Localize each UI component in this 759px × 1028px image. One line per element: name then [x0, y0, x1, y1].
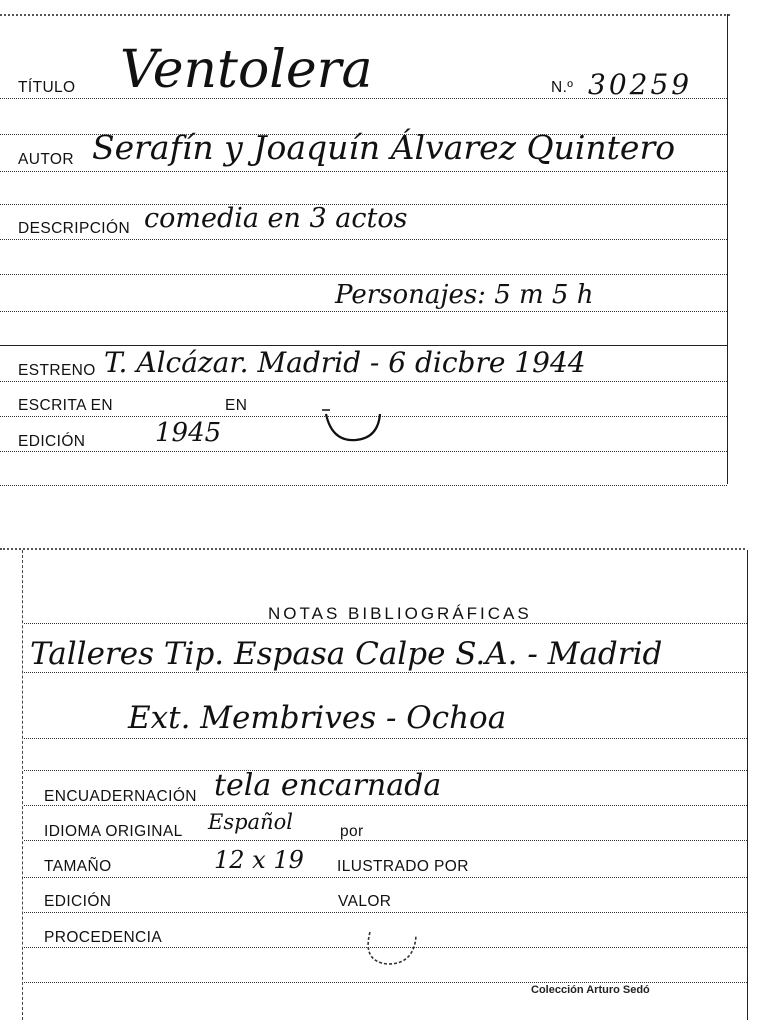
por-label: por: [340, 823, 364, 840]
personajes-value: Personajes: 5 m 5 h: [335, 280, 594, 310]
stamp-arc-mark: [318, 400, 388, 448]
encuadernacion-label: ENCUADERNACIÓN: [44, 788, 197, 805]
procedencia-label: PROCEDENCIA: [44, 929, 163, 946]
rule: [0, 274, 727, 275]
autor-value: Serafín y Joaquín Álvarez Quintero: [92, 128, 676, 167]
idioma-value: Español: [208, 810, 293, 834]
rule-nota-1: [24, 672, 747, 673]
rule: [0, 485, 727, 486]
card-right-edge: [747, 550, 748, 1020]
nota-line-1: Talleres Tip. Espasa Calpe S.A. - Madrid: [30, 636, 663, 672]
card-left-edge: [22, 550, 23, 1020]
numero-label: N.º: [551, 79, 574, 96]
edicion-label: EDICIÓN: [18, 433, 86, 450]
rule-estreno: [0, 381, 727, 382]
titulo-label: TÍTULO: [18, 79, 76, 96]
collection-credit: Colección Arturo Sedó: [531, 984, 650, 996]
rule-personajes: [0, 311, 727, 312]
catalog-card-bottom: [0, 540, 759, 1028]
descripcion-label: DESCRIPCIÓN: [18, 220, 131, 237]
rule-edicion: [24, 912, 747, 913]
ilustrado-label: ILUSTRADO POR: [337, 858, 469, 875]
notas-heading: NOTAS BIBLIOGRÁFICAS: [268, 604, 532, 623]
estreno-label: ESTRENO: [18, 362, 96, 379]
en-label: EN: [225, 397, 248, 414]
rule-tamano: [24, 877, 747, 878]
escrita-en-label: ESCRITA EN: [18, 397, 114, 414]
titulo-value: Ventolera: [120, 40, 373, 100]
descripcion-value: comedia en 3 actos: [144, 203, 408, 234]
edicion-value: 1945: [155, 418, 222, 448]
nota-line-2: Ext. Membrives - Ochoa: [128, 700, 507, 736]
card-top-edge: [0, 548, 745, 550]
catalog-card-top: [0, 0, 759, 495]
rule: [24, 623, 747, 624]
card-right-edge: [727, 14, 728, 484]
autor-label: AUTOR: [18, 151, 74, 168]
edicion-label: EDICIÓN: [44, 893, 112, 910]
rule-autor: [0, 171, 727, 172]
encuadernacion-value: tela encarnada: [214, 768, 442, 803]
rule-edicion: [0, 451, 727, 452]
rule-descripcion: [0, 239, 727, 240]
valor-label: VALOR: [338, 893, 392, 910]
numero-value: 30259: [588, 68, 693, 101]
estreno-value: T. Alcázar. Madrid - 6 dicbre 1944: [104, 346, 586, 379]
rule-nota-2: [24, 738, 747, 739]
stamp-arc-mark: [358, 926, 428, 974]
tamano-value: 12 x 19: [214, 846, 304, 874]
card-top-edge: [0, 14, 730, 16]
rule: [24, 982, 747, 983]
idioma-label: IDIOMA ORIGINAL: [44, 823, 183, 840]
tamano-label: TAMAÑO: [44, 858, 112, 875]
